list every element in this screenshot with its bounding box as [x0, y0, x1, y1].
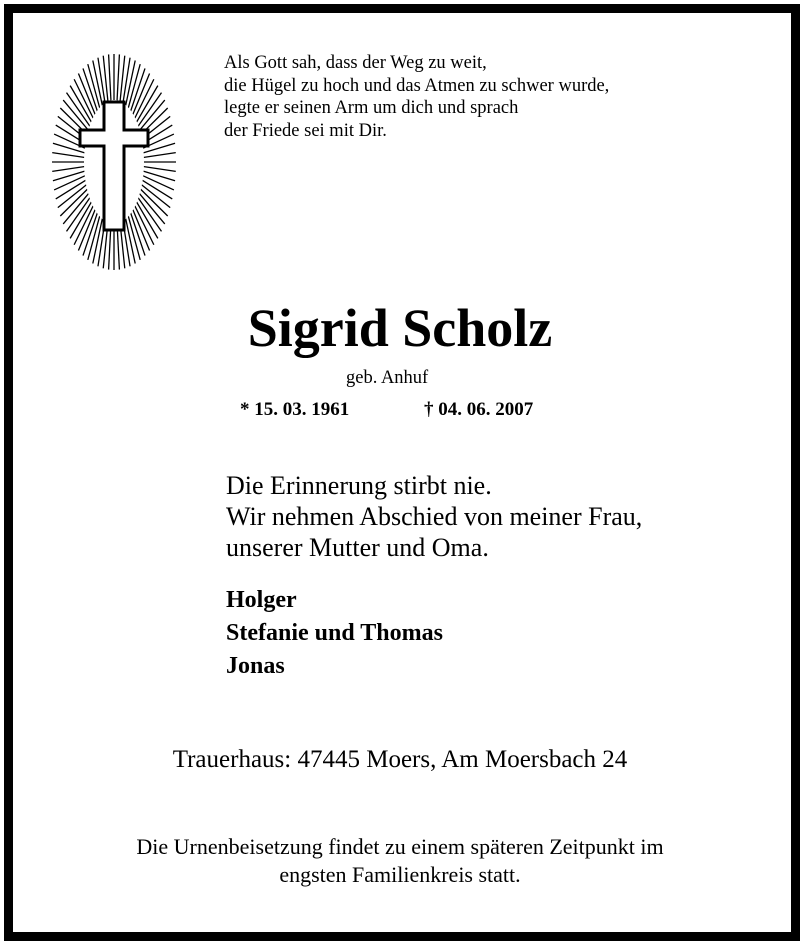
signer: Holger [226, 587, 297, 613]
poem-line: Als Gott sah, dass der Weg zu weit, [224, 53, 487, 73]
cross-with-rays-icon [50, 52, 178, 272]
farewell-text [226, 470, 642, 563]
burial-note-line: Die Urnenbeisetzung findet zu einem späteren Zeitpunkt im [136, 834, 664, 859]
poem-line: der Friede sei mit Dir. [224, 120, 387, 141]
farewell-line: unserer Mutter und Oma. [226, 533, 489, 562]
maiden-name: geb. Anhuf [346, 368, 429, 388]
birth-date: * 15. 03. 1961 [240, 399, 350, 420]
mourning-house-address: Trauerhaus: 47445 Moers, Am Moersbach 24 [172, 746, 628, 773]
farewell-line: Wir nehmen Abschied von meiner Frau, [226, 502, 643, 531]
burial-note-line: engsten Familienkreis statt. [279, 862, 521, 887]
signer: Stefanie und Thomas [226, 620, 443, 646]
poem-line: legte er seinen Arm um dich und sprach [224, 98, 519, 118]
death-date: † 04. 06. 2007 [424, 399, 534, 420]
burial-note [0, 833, 800, 889]
poem-line: die Hügel zu hoch und das Atmen zu schwer wurde, [224, 75, 610, 96]
signers [226, 584, 443, 683]
poem [224, 52, 609, 142]
deceased-name: Sigrid Scholz [247, 298, 553, 358]
farewell-line: Die Erinnerung stirbt nie. [226, 471, 492, 500]
signer: Jonas [226, 653, 285, 679]
